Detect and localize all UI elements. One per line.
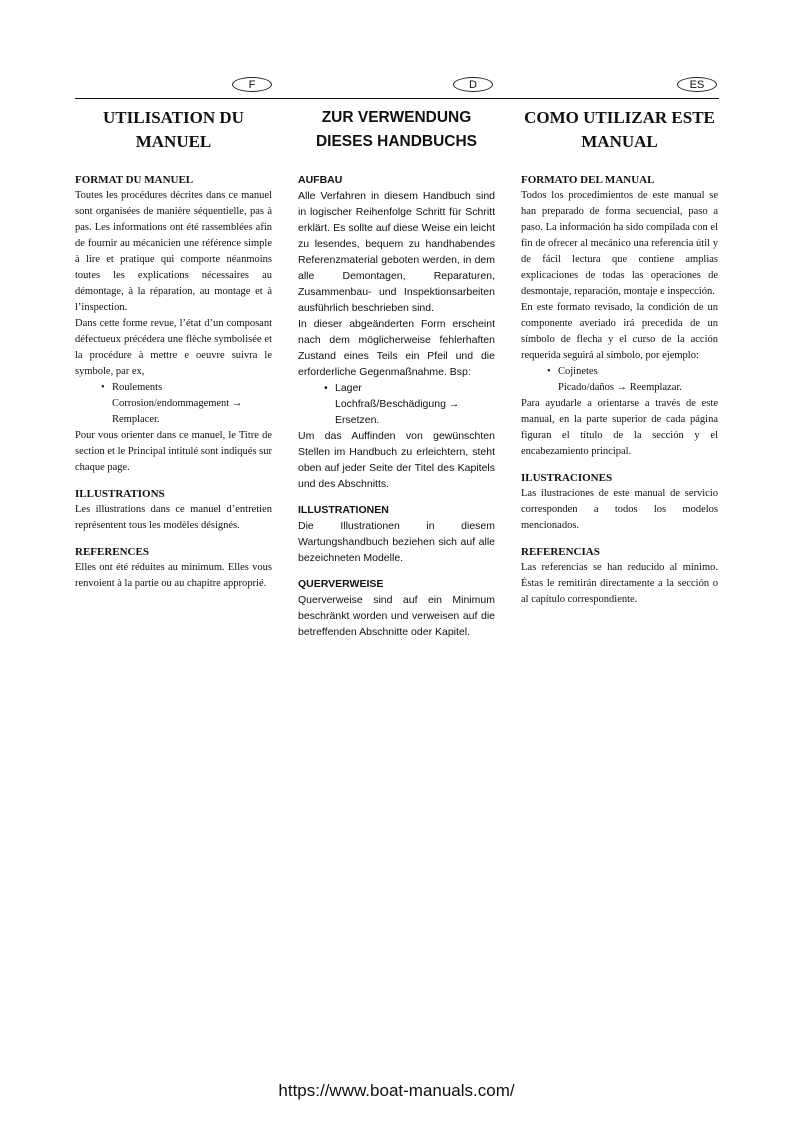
title-line-1: UTILISATION DU [103, 108, 244, 127]
heading-illustrations: ILLUSTRATIONEN [298, 504, 389, 516]
language-badge-fr: F [232, 77, 272, 92]
list-item-condition: Picado/daños → Reemplazar. [558, 382, 682, 393]
paragraph-orientation: Para ayudarle a orientarse a través de este manual, en la parte superior de cada página figuran el título de la sección y el encabezamiento principal. [521, 398, 718, 457]
heading-references: QUERVERWEISE [298, 578, 384, 590]
heading-format: FORMAT DU MANUEL [75, 174, 194, 186]
heading-references: REFERENCES [75, 546, 149, 558]
title-line-2: MANUAL [581, 132, 658, 151]
paragraph-format: Todos los procedimientos de este manual se han preparado de forma secuencial, paso a paso. La información ha sido compilada con el fin de ofrecer al mecánico una referencia útil y de fácil lectura que contiene amplias explicaciones de todas las operaciones de desmontaje, reparación, montaje e inspección. [521, 190, 718, 297]
paragraph-references: Querverweise sind auf ein Minimum beschränkt worden und verweisen auf die betreffenden Abschnitte oder Kapitel. [298, 594, 495, 638]
heading-format: AUFBAU [298, 174, 343, 186]
column-spanish [521, 106, 718, 608]
footer-url: https://www.boat-manuals.com/ [278, 1081, 515, 1100]
section-title-de [298, 106, 495, 154]
column-french [75, 106, 272, 592]
title-line-2: DIESES HANDBUCHS [315, 133, 478, 150]
paragraph-revised-form: Dans cette forme revue, l’état d’un composant défectueux précédera une flèche symbolisée et la procédure à mettre e oeuvre suivra le symbole, par ex, [75, 318, 272, 377]
heading-illustrations: ILUSTRACIONES [521, 472, 613, 484]
list-item-part: • Roulements [75, 380, 272, 396]
heading-references: REFERENCIAS [521, 546, 600, 558]
list-item-action: Ersetzen. [335, 414, 380, 426]
heading-illustrations: ILLUSTRATIONS [75, 488, 165, 500]
paragraph-format: Toutes les procédures décrites dans ce manuel sont organisées de manière séquentielle, pas à pas. Les informations ont été rassemblées afin de fournir au mécanicien une référence simple à lire et pratique qui comporte néanmoins toutes les explications nécessaires au démontage, à la réparation, au montage et à l’inspection. [75, 190, 272, 313]
paragraph-illustrations: Les illustrations dans ce manuel d’entretien représentent tous les modèles désignés. [75, 504, 272, 531]
heading-format: FORMATO DEL MANUAL [521, 174, 655, 186]
list-item-condition: Lochfraß/Beschädigung → [335, 398, 460, 410]
title-line-2: MANUEL [135, 132, 212, 151]
header-rule [75, 98, 719, 99]
paragraph-revised-form: En este formato revisado, la condición de un componente averiado irá precedida de un símbolo de flecha y el curso de la acción requerida seguirá al símbolo, por ejemplo: [521, 302, 718, 361]
title-line-1: ZUR VERWENDUNG [321, 109, 472, 126]
language-badge-es: ES [677, 77, 717, 92]
column-german [298, 106, 495, 640]
list-item-part: • Lager [298, 380, 495, 396]
paragraph-orientation: Pour vous orienter dans ce manuel, le Titre de section et le Principal intitulé sont indiqués sur chaque page. [75, 430, 272, 473]
paragraph-format: Alle Verfahren in diesem Handbuch sind in logischer Reihenfolge Schritt für Schritt erklärt. Es sollte auf diese Weise ein leicht zu lesendes, bequem zu handhabendes Referenzmaterial geboten werden, in dem alle Demontagen, Reparaturen, Zusammenbau- und Inspektionsarbeiten ausführlich beschrieben sind. [298, 190, 495, 314]
list-item-condition: Corrosion/endommagement → [112, 398, 243, 409]
section-title-es [521, 106, 718, 154]
section-title-fr [75, 106, 272, 154]
language-badge-de: D [453, 77, 493, 92]
title-line-1: COMO UTILIZAR ESTE [524, 108, 715, 127]
paragraph-references: Las referencias se han reducido al mínimo. Éstas le remitirán directamente a la sección o al capítulo correspondiente. [521, 562, 718, 605]
paragraph-illustrations: Die Illustrationen in diesem Wartungshandbuch beziehen sich auf alle bezeichneten Modelle. [298, 520, 495, 564]
paragraph-illustrations: Las ilustraciones de este manual de servicio corresponden a todos los modelos mencionados. [521, 488, 718, 531]
paragraph-references: Elles ont été réduites au minimum. Elles vous renvoient à la partie ou au chapitre approprié. [75, 562, 272, 589]
paragraph-revised-form: In dieser abgeänderten Form erscheint nach dem möglicherweise fehlerhaften Zustand eines Teils ein Pfeil und die erforderliche Gegenmaßnahme. Bsp: [298, 318, 495, 378]
list-item-action: Remplacer. [112, 414, 160, 425]
paragraph-orientation: Um das Auffinden von gewünschten Stellen im Handbuch zu erleichtern, steht oben auf jeder Seite der Titel des Kapitels und des Abschnitts. [298, 430, 495, 490]
list-item-part: • Cojinetes [521, 364, 718, 380]
